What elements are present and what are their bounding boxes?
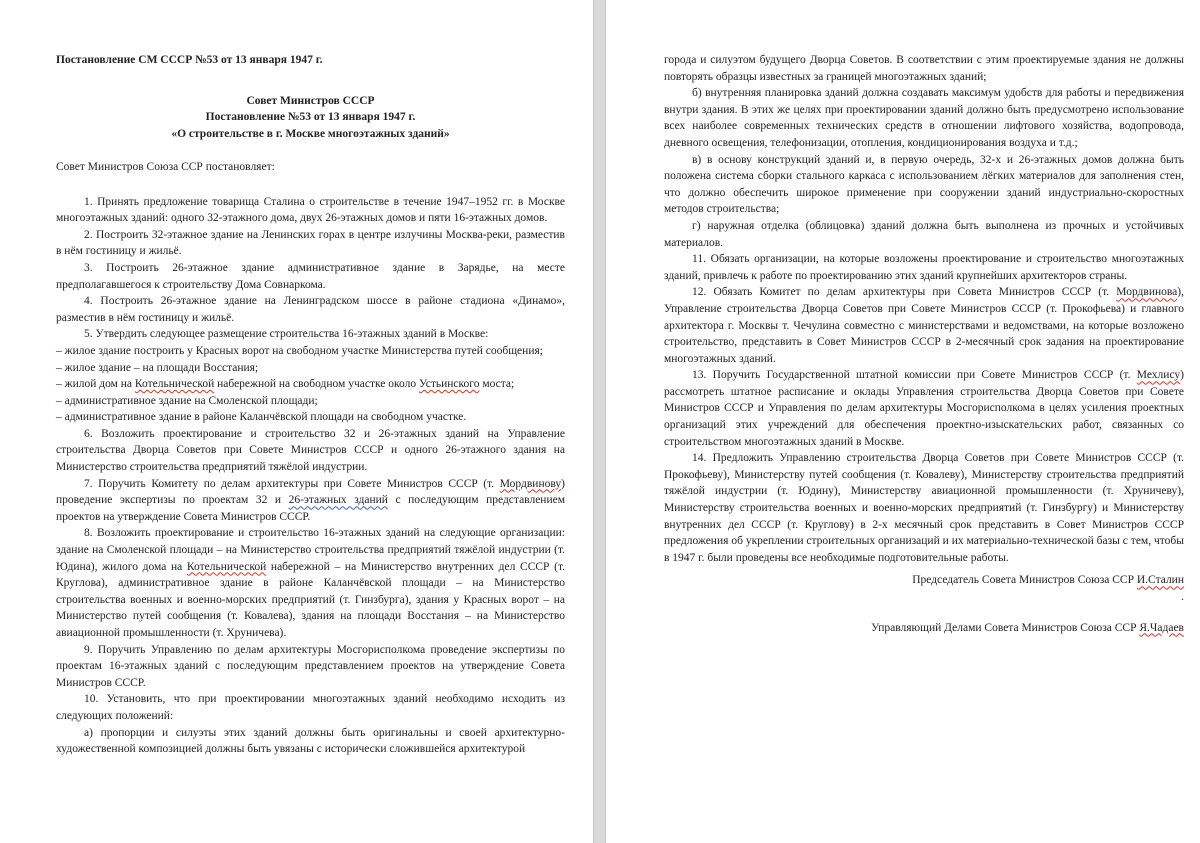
spellcheck-word[interactable]: И.Сталин [1136, 574, 1184, 587]
spellcheck-word[interactable]: Мехлису [1136, 369, 1181, 382]
title-line-3: «О строительстве в г. Москве многоэтажных зданий» [171, 128, 450, 141]
text-run: 7. Поручить Комитету по делам архитектуры при Совете Министров СССР (т. [84, 477, 500, 490]
text-run: моста; [479, 378, 515, 391]
paragraph-14: 14. Предложить Управлению строительства Дворца Советов при Совете Министров СССР (т. Прокофьеву), Министерству путей сообщения (т. Ковалеву), Министерству строительства предприятий тяжёлой индустрии (т. Юдину), Министерству авиационной промышленности (т. Хруничеву), Министерству строительства военных и военно-морских предприятий (т. Гинзбургу) и Министерству внутренних дел СССР (т. Круглову) в 2-х месячный срок представить в Совет Министров СССР предложения об укреплении строительных организаций и их материально-технической базы с тем, чтобы в 1947 г. были проведены все необходимые подготовительные работы. [664, 452, 1184, 564]
paragraph-5-item-d: – административное здание на Смоленской площади; [56, 394, 318, 407]
paragraph-10-item-a-continued: города и силуэтом будущего Дворца Советов. В соответствии с этим проектируемые здания не должны повторять образцы известных за границей многоэтажных зданий; [664, 54, 1184, 83]
document-title [56, 93, 565, 143]
signature-chairman [664, 572, 1184, 605]
text-run: 8. Возложить проектирование и строительство 16-этажных зданий на следующие организации: здание на Смоленской площади – на Министерство строительства предприятий тяжёлой индустрии (т. Юдина), жилого дома на [56, 527, 565, 573]
document-header: Постановление СМ СССР №53 от 13 января 1947 г. [56, 54, 323, 66]
document-page-right[interactable] [606, 0, 1200, 843]
text-run: Председатель Совета Министров Союза ССР [912, 574, 1137, 587]
text-run: набережной – на Министерство внутренних дел СССР (т. Круглова), административное здание в районе Каланчёвской площади – на Министерство строительства военных и военно-морских предприятий (т. Гинзбурга), здания у Красных ворот – на Министерство путей сообщения (т. Ковалева), здания на площади Восстания – на Министерство авиационной промышленности (т. Хруничева). [56, 560, 565, 640]
paragraph-10-item-c: в) в основу конструкций зданий и, в первую очередь, 32-х и 26-этажных домов должна быть положена система сборки стального каркаса с использованием лёгких материалов для заполнения стен, что должно обеспечить широкое применение при сооружении зданий индустриально-скоростных методов строительства; [664, 153, 1184, 216]
spellcheck-word[interactable]: Устьинского [418, 378, 480, 391]
paragraph-10-item-b: б) внутренняя планировка зданий должна создавать максимум удобств для работы и передвижения внутри здания. В этих же целях при проектировании зданий должно быть предусмотрено использование всех наиболее современных технических средств в отношении лифтового хозяйства, водопровода, дневного освещения, телефонизации, отопления, кондиционирования воздуха и т.д.; [664, 87, 1184, 149]
paragraph-5: 5. Утвердить следующее размещение строительства 16-этажных зданий в Москве: [84, 328, 489, 341]
spellcheck-word[interactable]: Котельнической [186, 560, 267, 573]
text-run: Управляющий Делами Совета Министров Союза ССР [871, 621, 1140, 634]
paragraph-5-item-c [56, 376, 565, 393]
paragraph-3: 3. Построить 26-этажное здание административное здание в Зарядье, на месте предполагавшегося к строительству Дома Совнаркома. [56, 261, 565, 291]
spellcheck-word[interactable]: Котельнической [134, 378, 215, 391]
paragraph-2: 2. Построить 32-этажное здание на Ленинских горах в центре излучины Москва-реки, разместив в нём гостиницу и жильё. [56, 228, 565, 258]
title-line-2: Постановление №53 от 13 января 1947 г. [205, 111, 416, 124]
paragraph-5-item-e: – административное здание в районе Каланчёвской площади на свободном участке. [56, 411, 467, 424]
text-run: – жилой дом на [56, 378, 135, 391]
paragraph-5-item-a: – жилое здание построить у Красных ворот на свободном участке Министерства путей сообщения; [56, 344, 543, 357]
text-run: ) проведение экспертизы по проектам 32 и [56, 477, 565, 507]
text-run: ), Управление строительства Дворца Советов при Совете Министров СССР (т. Прокофьева) и главного архитектора г. Москвы т. Чечулина совместно с министерствами и ведомствами, на которые возложено строительство, представить в Совет Министров СССР в 2-месячный срок задания на проектирование многоэтажных зданий. [664, 286, 1184, 365]
intro-paragraph: Совет Министров Союза ССР постановляет: [56, 160, 275, 173]
paragraph-6: 6. Возложить проектирование и строительство 32 и 26-этажных зданий на Управление строительства Дворца Советов при Совете Министров СССР и одного 26-этажного здания на Министерство строительства предприятий тяжёлой индустрии. [56, 427, 565, 474]
paragraph-11: 11. Обязать организации, на которые возложены проектирование и строительство многоэтажных зданий, привлечь к работе по проектированию этих зданий крупнейших архитекторов страны. [664, 253, 1184, 282]
paragraph-9: 9. Поручить Управлению по делам архитектуры Мосгорисполкома проведение экспертизы по проектам 16-этажных зданий с последующим представлением проектов на утверждение Совета Министров СССР. [56, 643, 565, 689]
paragraph-1: 1. Принять предложение товарища Сталина о строительстве в течение 1947–1952 гг. в Москве многоэтажных зданий: одного 32-этажного дома, двух 26-этажных домов и пяти 16-этажных домов. [56, 195, 565, 225]
paragraph-13 [664, 367, 1184, 450]
page-gutter [593, 0, 606, 843]
text-run: 13. Поручить Государственной штатной комиссии при Совете Министров СССР (т. [692, 369, 1137, 382]
paragraph-5-item-b: – жилое здание – на площади Восстания; [56, 361, 259, 374]
text-run: ) рассмотреть штатное расписание и оклады Управления строительства Дворца Советов при Совете Министров СССР и Управления по делам архитектуры Мосгорисполкома в целях усиления проектных организаций этих учреждений для обеспечения проектно-изыскательских работ, связанных со строительством многоэтажных зданий в Москве. [664, 369, 1184, 448]
spellcheck-word[interactable]: Мордвинова [1116, 286, 1178, 299]
spellcheck-word[interactable]: Я.Чадаев [1139, 621, 1184, 634]
signature-manager [664, 620, 1184, 637]
paragraph-10: 10. Установить, что при проектировании многоэтажных зданий необходимо исходить из следующих положений: [56, 693, 565, 722]
text-run: 12. Обязать Комитет по делам архитектуры при Совета Министров СССР (т. [692, 286, 1117, 299]
paragraph-12 [664, 284, 1184, 367]
text-run: . [1181, 591, 1184, 603]
paragraph-7 [56, 476, 565, 526]
title-line-1: Совет Министров СССР [246, 94, 375, 107]
grammar-check-phrase[interactable]: 26-этажных зданий [288, 494, 388, 507]
paragraph-10-item-d: г) наружная отделка (облицовка) зданий должна быть выполнена из прочных и устойчивых материалов. [664, 219, 1184, 249]
paragraph-10-item-a: а) пропорции и силуэты этих зданий должны быть оригинальны и своей архитектурно-художественной композицией должны быть увязаны с исторически сложившейся архитектурой [56, 726, 565, 756]
text-run: набережной на свободном участке около [214, 378, 419, 391]
paragraph-8 [56, 525, 565, 641]
paragraph-4: 4. Построить 26-этажное здание на Ленинградском шоссе в районе стадиона «Динамо», разместив в нём гостиницу и жильё. [56, 295, 565, 324]
document-page-left[interactable] [0, 0, 593, 843]
text-run: с последующим представлением проектов на утверждение Совета Министров СССР. [56, 494, 565, 523]
spellcheck-word[interactable]: Мордвинову [499, 477, 562, 490]
